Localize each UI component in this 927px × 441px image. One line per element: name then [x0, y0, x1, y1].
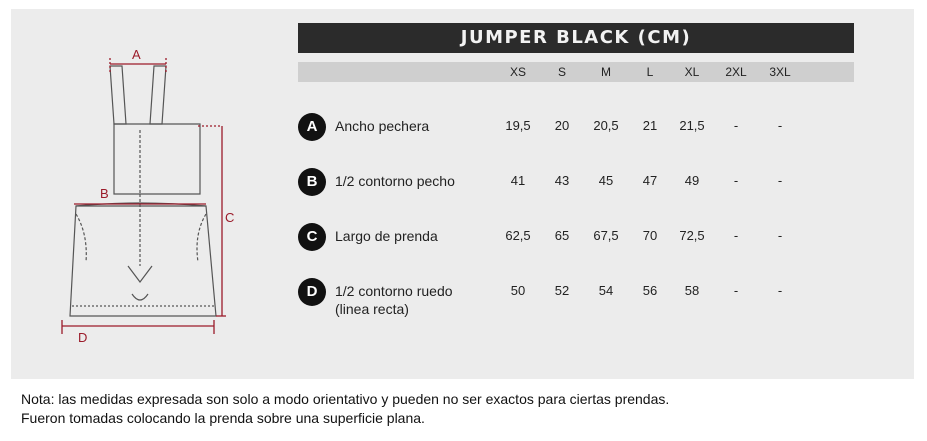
diagram-label-d: D	[78, 330, 88, 345]
row-badge-b: B	[298, 168, 326, 196]
left-strap	[110, 66, 126, 124]
value-s: 20	[554, 118, 570, 133]
jumper-diagram	[48, 44, 248, 354]
row-badge-c: C	[298, 223, 326, 251]
value-2xl: -	[733, 173, 739, 188]
row-label-line2: (linea recta)	[335, 301, 409, 317]
row-label: Largo de prenda	[335, 228, 438, 244]
value-m: 20,5	[593, 118, 619, 133]
value-3xl: -	[777, 173, 783, 188]
footnote	[21, 390, 669, 428]
value-l: 56	[642, 283, 658, 298]
size-m: M	[601, 65, 611, 79]
value-s: 43	[554, 173, 570, 188]
value-s: 52	[554, 283, 570, 298]
row-badge-d: D	[298, 278, 326, 306]
value-3xl: -	[777, 118, 783, 133]
value-xl: 72,5	[679, 228, 705, 243]
value-2xl: -	[733, 283, 739, 298]
value-xl: 49	[684, 173, 700, 188]
value-l: 70	[642, 228, 658, 243]
value-xs: 41	[510, 173, 526, 188]
value-m: 45	[598, 173, 614, 188]
size-header	[298, 62, 854, 82]
diagram-label-b: B	[100, 186, 109, 201]
value-2xl: -	[733, 118, 739, 133]
value-xs: 19,5	[505, 118, 531, 133]
footnote-line1: Nota: las medidas expresada son solo a modo orientativo y pueden no ser exactos para ciertas prendas.	[21, 391, 670, 407]
size-3xl: 3XL	[769, 65, 791, 79]
value-xs: 62,5	[505, 228, 531, 243]
size-2xl: 2XL	[725, 65, 747, 79]
value-3xl: -	[777, 283, 783, 298]
size-l: L	[646, 65, 654, 79]
value-xl: 21,5	[679, 118, 705, 133]
row-label	[335, 282, 453, 318]
value-2xl: -	[733, 228, 739, 243]
footnote-line2: Fueron tomadas colocando la prenda sobre una superficie plana.	[21, 410, 425, 426]
size-xl: XL	[684, 65, 700, 79]
row-label-line1: 1/2 contorno ruedo	[335, 283, 453, 299]
bib	[114, 124, 200, 194]
size-xs: XS	[509, 65, 526, 79]
right-strap	[150, 66, 166, 124]
value-l: 47	[642, 173, 658, 188]
diagram-label-a: A	[132, 47, 141, 62]
size-s: S	[557, 65, 566, 79]
row-label: 1/2 contorno pecho	[335, 173, 455, 189]
value-3xl: -	[777, 228, 783, 243]
value-xl: 58	[684, 283, 700, 298]
value-m: 67,5	[593, 228, 619, 243]
table-title: JUMPER BLACK (CM)	[298, 23, 854, 53]
row-label: Ancho pechera	[335, 118, 430, 134]
value-s: 65	[554, 228, 570, 243]
value-xs: 50	[510, 283, 526, 298]
diagram-label-c: C	[225, 210, 235, 225]
row-badge-a: A	[298, 113, 326, 141]
value-l: 21	[642, 118, 658, 133]
value-m: 54	[598, 283, 614, 298]
